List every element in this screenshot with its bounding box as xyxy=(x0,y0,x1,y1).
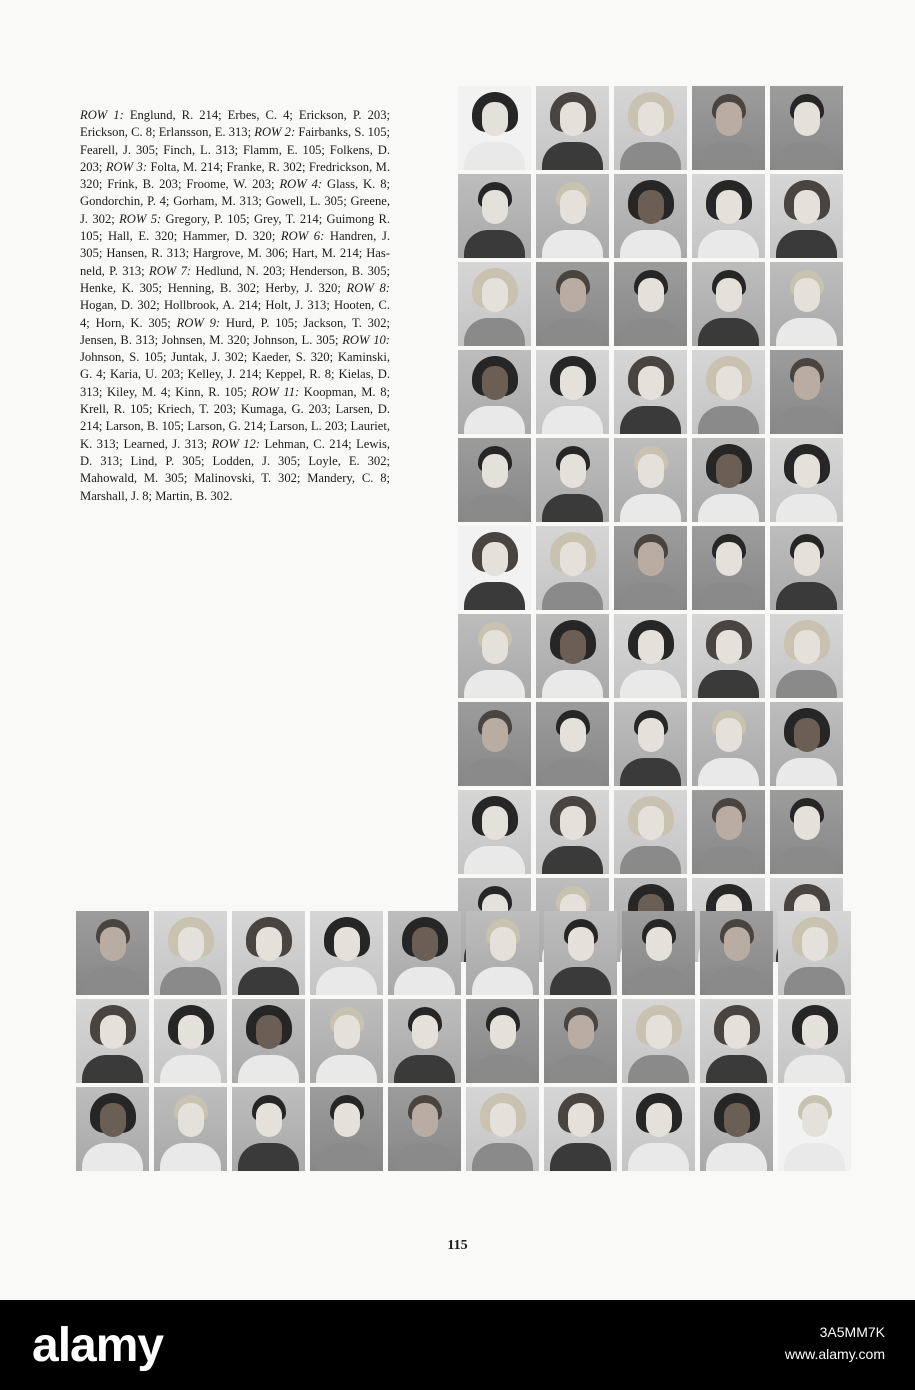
student-portrait xyxy=(154,999,227,1083)
row-names: Hogan, D. 302; Hollbrook, A. 214; Holt, J. 313; Hooten, C. 4; Horn, K. 305; xyxy=(80,298,390,330)
footer-info xyxy=(785,1324,885,1362)
student-portrait xyxy=(614,86,687,170)
student-portrait xyxy=(770,702,843,786)
student-portrait xyxy=(76,1087,149,1171)
student-portrait xyxy=(778,999,851,1083)
row-label: ROW 3: xyxy=(105,159,148,174)
student-portrait xyxy=(154,1087,227,1171)
student-portrait xyxy=(536,702,609,786)
student-portrait xyxy=(388,911,461,995)
student-portrait xyxy=(692,702,765,786)
student-portrait xyxy=(770,614,843,698)
row-label: ROW 8: xyxy=(346,280,391,295)
row-names: Fairbanks, S. 105; Fearell, J. 305; Finch, L. 313; Flamm, E. 105; Folkens, D. 203; xyxy=(80,125,391,174)
student-portrait xyxy=(388,1087,461,1171)
student-portrait xyxy=(700,999,773,1083)
row-label: ROW 2: xyxy=(254,125,296,140)
student-portrait xyxy=(770,438,843,522)
student-portrait xyxy=(544,911,617,995)
student-portrait xyxy=(770,526,843,610)
student-portrait xyxy=(458,350,531,434)
student-portrait xyxy=(544,1087,617,1171)
student-portrait xyxy=(536,174,609,258)
student-portrait xyxy=(536,614,609,698)
student-portrait xyxy=(614,702,687,786)
watermark-footer xyxy=(0,1300,915,1390)
portrait-grid-right xyxy=(458,86,843,962)
student-portrait xyxy=(536,262,609,346)
student-portrait xyxy=(536,526,609,610)
row-label: ROW 6: xyxy=(280,229,325,244)
row-label: ROW 12: xyxy=(211,436,261,451)
student-portrait xyxy=(466,999,539,1083)
row-names: Englund, R. 214; Erbes, C. 4; Erickson, P. 203; Erickson, C. 8; Erlansson, E. 313; xyxy=(80,108,390,140)
student-portrait xyxy=(692,614,765,698)
row-label: ROW 7: xyxy=(149,263,192,278)
student-portrait xyxy=(778,911,851,995)
student-portrait xyxy=(232,1087,305,1171)
student-portrait xyxy=(614,262,687,346)
student-portrait xyxy=(76,999,149,1083)
student-portrait xyxy=(388,999,461,1083)
student-portrait xyxy=(544,999,617,1083)
student-portrait xyxy=(622,999,695,1083)
student-portrait xyxy=(310,911,383,995)
row-names: Glass, K. 8; Gondorchin, P. 4; Gorham, M. 313; Gowell, L. 305; Greene, J. 302; xyxy=(80,177,391,226)
student-portrait xyxy=(692,526,765,610)
student-portrait xyxy=(770,350,843,434)
student-portrait xyxy=(692,174,765,258)
student-portrait xyxy=(770,174,843,258)
student-portrait xyxy=(458,262,531,346)
student-portrait xyxy=(458,526,531,610)
student-portrait xyxy=(310,1087,383,1171)
footer-url: www.alamy.com xyxy=(784,1346,885,1362)
student-portrait xyxy=(76,911,149,995)
student-portrait xyxy=(614,174,687,258)
row-label: ROW 9: xyxy=(176,315,221,330)
alamy-logo: alamy xyxy=(32,1319,164,1372)
row-label: ROW 5: xyxy=(119,211,162,226)
student-roster-caption xyxy=(80,107,390,505)
student-portrait xyxy=(536,438,609,522)
student-portrait xyxy=(310,999,383,1083)
row-label: ROW 10: xyxy=(342,332,390,347)
student-portrait xyxy=(692,790,765,874)
row-names: Hurd, P. 105; Jackson, T. 302; Jensen, B. 313; Johnsen, M. 320; Johnson, L. 305; xyxy=(80,315,391,347)
student-portrait xyxy=(692,262,765,346)
student-portrait xyxy=(458,614,531,698)
student-portrait xyxy=(614,526,687,610)
row-names: Lehman, C. 214; Lewis, D. 313; Lind, P. 305; Lodden, J. 305; Loyle, E. 302; Mahowald, M. 305; Malinovski, T. 302; Mandery, C. 8; Marshall, J. 8; Martin, B. 302. xyxy=(80,436,390,503)
student-portrait xyxy=(458,174,531,258)
student-portrait xyxy=(770,262,843,346)
student-portrait xyxy=(692,350,765,434)
student-portrait xyxy=(154,911,227,995)
student-portrait xyxy=(614,350,687,434)
row-names: Koopman, M. 8; Krell, R. 105; Kriech, T. 203; Kumaga, G. 203; Larsen, D. 214; Larson, B. 105; Larson, G. 214; Larson, L. 203; Lauriet, K. 313; Learned, J. 313; xyxy=(80,384,390,451)
row-label: ROW 11: xyxy=(251,384,300,399)
student-portrait xyxy=(692,86,765,170)
row-names: Johnson, S. 105; Juntak, J. 302; Kaeder, S. 320; Kaminski, G. 4; Karia, U. 203; Kelley, J. 214; Keppel, R. 8; Kielas, D. 313; Kiley, M. 4; Kinn, R. 105; xyxy=(80,350,390,399)
row-names: Handren, J. 305; Hansen, R. 313; Hargrove, M. 306; Hart, M. 214; Hasneld, P. 313; xyxy=(80,229,390,278)
student-portrait xyxy=(466,911,539,995)
student-portrait xyxy=(458,790,531,874)
row-label: ROW 1: xyxy=(80,108,124,122)
row-label: ROW 4: xyxy=(279,177,323,192)
student-portrait xyxy=(692,438,765,522)
student-portrait xyxy=(700,911,773,995)
portrait-grid-bottom xyxy=(76,911,851,1171)
student-portrait xyxy=(614,438,687,522)
student-portrait xyxy=(614,790,687,874)
student-portrait xyxy=(614,614,687,698)
student-portrait xyxy=(622,911,695,995)
student-portrait xyxy=(458,438,531,522)
student-portrait xyxy=(770,86,843,170)
image-id: 3A5MM7K xyxy=(819,1324,885,1340)
student-portrait xyxy=(232,911,305,995)
student-portrait xyxy=(536,790,609,874)
student-portrait xyxy=(466,1087,539,1171)
student-portrait xyxy=(770,790,843,874)
student-portrait xyxy=(458,86,531,170)
student-portrait xyxy=(622,1087,695,1171)
student-portrait xyxy=(700,1087,773,1171)
row-names: Folta, M. 214; Franke, R. 302; Fredrickson, M. 320; Frink, B. 203; Froome, W. 203; xyxy=(80,159,391,192)
student-portrait xyxy=(536,86,609,170)
row-names: Hedlund, N. 203; Henderson, B. 305; Henke, K. 305; Henning, B. 302; Herby, J. 320; xyxy=(80,263,391,295)
student-portrait xyxy=(232,999,305,1083)
student-portrait xyxy=(458,702,531,786)
page-number: 115 xyxy=(447,1238,468,1253)
student-portrait xyxy=(778,1087,851,1171)
student-portrait xyxy=(536,350,609,434)
row-names: Gregory, P. 105; Grey, T. 214; Guimong R. 105; Hall, E. 320; Hammer, D. 320; xyxy=(80,211,390,244)
